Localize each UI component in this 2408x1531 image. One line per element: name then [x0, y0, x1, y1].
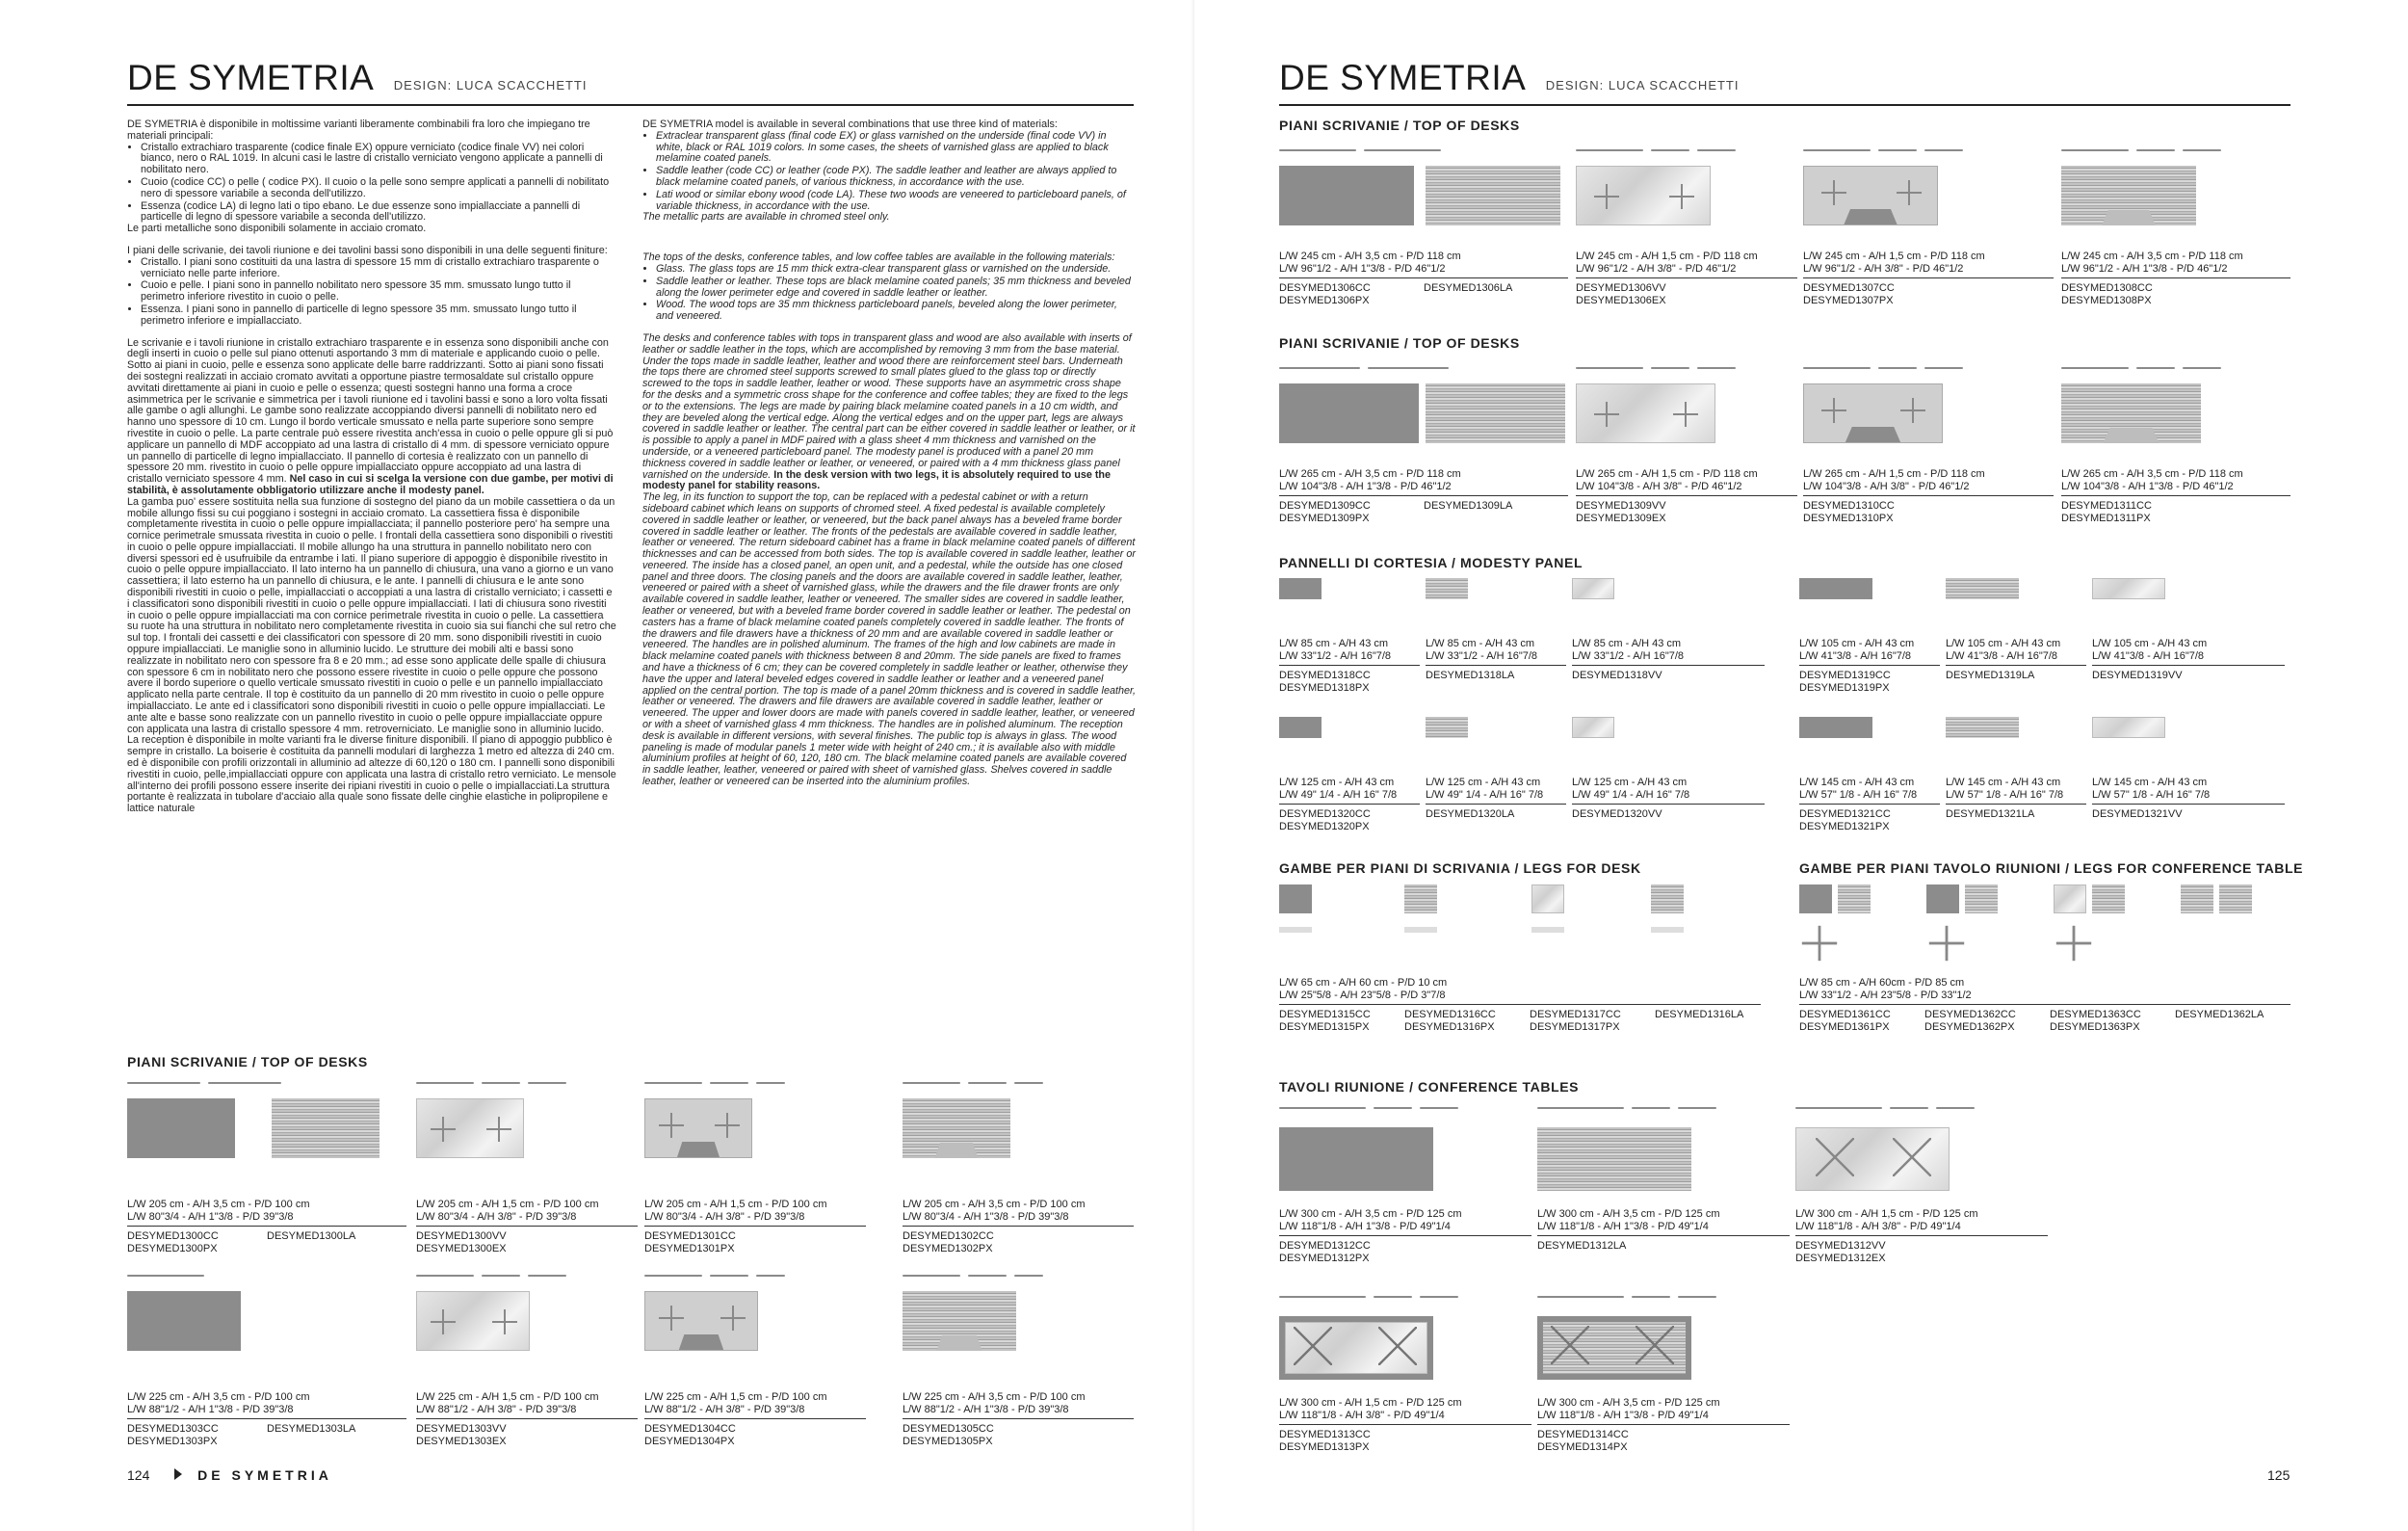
product-code: DESYMED1308CC	[2061, 282, 2153, 294]
spec-imperial: L/W 104"3/8 - A/H 1"3/8 - P/D 46"1/2	[1279, 480, 1452, 492]
product-image-insert	[644, 1098, 752, 1158]
spec-imperial: L/W 118"1/8 - A/H 3/8" - P/D 49"1/4	[1279, 1409, 1445, 1421]
section-title-legs-desk: GAMBE PER PIANI DI SCRIVANIA / LEGS FOR DESK	[1279, 860, 1641, 876]
english-text-column	[642, 119, 1136, 799]
spec-imperial: L/W 88"1/2 - A/H 1"3/8 - P/D 39"3/8	[903, 1403, 1069, 1415]
product-code: DESYMED1362CC	[1924, 1009, 2016, 1020]
list-item: • Cuoio e pelle. I piani sono in pannello nobilitato nero spessore 35 mm. smussato lungo tutto il perimetro inferiore rivestito in cuoio o pelle.	[141, 280, 616, 304]
product-image-wood-insert	[2061, 166, 2196, 225]
product-code: DESYMED1303PX	[127, 1435, 218, 1447]
product-code: DESYMED1306PX	[1279, 294, 1370, 306]
product-code: DESYMED1319LA	[1946, 670, 2035, 681]
panel-image	[1799, 717, 1872, 738]
product-code: DESYMED1303EX	[416, 1435, 507, 1447]
product-code: DESYMED1301PX	[644, 1242, 735, 1254]
leg-image	[1965, 884, 1998, 913]
product-code: DESYMED1309CC	[1279, 500, 1371, 512]
right-footer	[2267, 1467, 2290, 1483]
spec-metric: L/W 300 cm - A/H 3,5 cm - P/D 125 cm	[1537, 1397, 1720, 1409]
product-code: DESYMED1306EX	[1576, 294, 1666, 306]
list-item: • Cristallo. I piani sono costituiti da una lastra di spessore 15 mm di cristallo extrachiaro trasparente o verniciato nelle parte inferiore.	[141, 257, 616, 280]
product-code: DESYMED1361PX	[1799, 1020, 1890, 1033]
spec-metric: L/W 125 cm - A/H 43 cm	[1426, 777, 1541, 788]
spec-imperial: L/W 96"1/2 - A/H 1"3/8 - P/D 46"1/2	[1279, 262, 1446, 275]
spec-imperial: L/W 33"1/2 - A/H 23"5/8 - P/D 33"1/2	[1799, 989, 1972, 1001]
product-1309-glass	[1576, 362, 1797, 524]
panel-image	[1279, 717, 1322, 738]
modesty-panel	[1946, 717, 2086, 821]
product-image-wood	[1426, 166, 1560, 225]
leg-image	[1531, 884, 1564, 913]
product-1311	[2061, 362, 2290, 524]
panel-image	[1426, 717, 1468, 738]
product-image-glass	[1576, 383, 1715, 443]
it-tops-intro: I piani delle scrivanie, dei tavoli riunione e dei tavolini bassi sono disponibili in una delle seguenti finiture:	[127, 244, 608, 256]
spec-imperial: L/W 118"1/8 - A/H 3/8" - P/D 49"1/4	[1795, 1220, 1961, 1232]
spec-imperial: L/W 80"3/4 - A/H 1"3/8 - P/D 39"3/8	[127, 1210, 294, 1223]
product-code: DESYMED1313PX	[1279, 1440, 1370, 1453]
legs-for-desk	[1279, 884, 1761, 1033]
it-structure-text	[127, 338, 616, 497]
product-code: DESYMED1363CC	[2050, 1009, 2141, 1020]
en-intro: DE SYMETRIA model is available in several combinations that use three kind of materials:	[642, 119, 1058, 130]
product-code: DESYMED1307CC	[1803, 282, 1895, 294]
product-1300-glass	[416, 1077, 638, 1254]
product-code: DESYMED1306VV	[1576, 282, 1666, 294]
spec-metric: L/W 205 cm - A/H 3,5 cm - P/D 100 cm	[903, 1199, 1086, 1210]
spec-imperial: L/W 49" 1/4 - A/H 16" 7/8	[1279, 788, 1398, 801]
it-metal-note: Le parti metalliche sono disponibili solamente in acciaio cromato.	[127, 223, 427, 235]
designer-credit: DESIGN: LUCA SCACCHETTI	[1545, 78, 1740, 92]
spec-imperial: L/W 57" 1/8 - A/H 16" 7/8	[2092, 788, 2211, 801]
product-1301	[644, 1077, 866, 1254]
spec-imperial: L/W 96"1/2 - A/H 1"3/8 - P/D 46"1/2	[2061, 262, 2228, 275]
product-code: DESYMED1320CC	[1279, 808, 1371, 820]
panel-image	[2092, 717, 2165, 738]
spec-imperial: L/W 33"1/2 - A/H 16"7/8	[1572, 649, 1685, 662]
it-intro: DE SYMETRIA è disponibile in moltissime varianti liberamente combinabili fra loro che impiegano tre materiali principali:	[127, 119, 590, 142]
product-1306-glass	[1576, 145, 1797, 306]
arrow-right-icon	[174, 1468, 182, 1480]
modesty-panel	[1946, 578, 2086, 682]
product-1306	[1279, 145, 1568, 306]
product-image-wood	[1426, 383, 1565, 443]
product-code: DESYMED1300LA	[267, 1230, 356, 1242]
list-item: • Saddle leather or leather. These tops are black melamine coated panels; 35 mm thickness and beveled along the lower perimeter edge and covered in saddle leather or leather.	[656, 277, 1136, 300]
leg-image	[2092, 884, 2125, 913]
panel-image	[1799, 578, 1872, 599]
spec-imperial: L/W 118"1/8 - A/H 1"3/8 - P/D 49"1/4	[1279, 1220, 1451, 1232]
brand-title: DE SYMETRIA	[1279, 58, 1527, 97]
spec-metric: L/W 225 cm - A/H 3,5 cm - P/D 100 cm	[127, 1391, 310, 1403]
spec-imperial: L/W 41"3/8 - A/H 16"7/8	[2092, 649, 2205, 662]
spec-imperial: L/W 88"1/2 - A/H 1"3/8 - P/D 39"3/8	[127, 1403, 294, 1415]
spec-imperial: L/W 104"3/8 - A/H 1"3/8 - P/D 46"1/2	[2061, 480, 2234, 492]
product-code: DESYMED1363PX	[2050, 1020, 2140, 1033]
product-1305	[903, 1270, 1134, 1447]
spec-imperial: L/W 49" 1/4 - A/H 16" 7/8	[1572, 788, 1690, 801]
en-tops-list	[656, 264, 1136, 323]
product-code: DESYMED1311PX	[2061, 512, 2151, 524]
spec-metric: L/W 85 cm - A/H 43 cm	[1572, 638, 1682, 649]
spec-metric: L/W 245 cm - A/H 3,5 cm - P/D 118 cm	[1279, 251, 1461, 262]
product-image-insert	[1803, 166, 1938, 225]
modesty-panel	[2092, 578, 2285, 682]
product-code: DESYMED1300VV	[416, 1230, 507, 1242]
spec-imperial: L/W 41"3/8 - A/H 16"7/8	[1799, 649, 1912, 662]
product-code: DESYMED1314PX	[1537, 1440, 1628, 1453]
product-code: DESYMED1311CC	[2061, 500, 2152, 512]
spec-metric: L/W 245 cm - A/H 1,5 cm - P/D 118 cm	[1576, 251, 1758, 262]
spec-imperial: L/W 88"1/2 - A/H 3/8" - P/D 39"3/8	[644, 1403, 805, 1415]
conference-table	[1279, 1102, 1531, 1264]
leg-image	[1404, 884, 1437, 913]
product-code: DESYMED1321PX	[1799, 820, 1890, 832]
spec-imperial: L/W 80"3/4 - A/H 3/8" - P/D 39"3/8	[416, 1210, 577, 1223]
spec-metric: L/W 300 cm - A/H 1,5 cm - P/D 125 cm	[1795, 1208, 1978, 1220]
product-code: DESYMED1320PX	[1279, 820, 1370, 832]
panel-image	[1426, 578, 1468, 599]
spec-metric: L/W 125 cm - A/H 43 cm	[1572, 777, 1688, 788]
product-code: DESYMED1312PX	[1279, 1252, 1370, 1264]
spec-imperial: L/W 88"1/2 - A/H 3/8" - P/D 39"3/8	[416, 1403, 577, 1415]
product-code: DESYMED1314CC	[1537, 1429, 1629, 1440]
product-1300	[127, 1077, 406, 1254]
spec-metric: L/W 265 cm - A/H 1,5 cm - P/D 118 cm	[1803, 468, 1985, 480]
spec-metric: L/W 145 cm - A/H 43 cm	[1946, 777, 2061, 788]
product-code: DESYMED1361CC	[1799, 1009, 1891, 1020]
product-code: DESYMED1319VV	[2092, 670, 2183, 681]
spec-imperial: L/W 104"3/8 - A/H 3/8" - P/D 46"1/2	[1803, 480, 1970, 492]
conference-table	[1795, 1102, 2048, 1264]
right-page	[1194, 0, 2408, 1531]
product-code: DESYMED1321CC	[1799, 808, 1891, 820]
section-title-desks-245: PIANI SCRIVANIE / TOP OF DESKS	[1279, 118, 1520, 133]
modesty-panel	[2092, 717, 2285, 821]
product-image-wood-insert	[2061, 383, 2201, 443]
left-page	[0, 0, 1194, 1531]
product-code: DESYMED1319CC	[1799, 670, 1891, 681]
en-metal-note: The metallic parts are available in chromed steel only.	[642, 211, 890, 224]
spec-imperial: L/W 25"5/8 - A/H 23"5/8 - P/D 3"7/8	[1279, 989, 1446, 1001]
product-code: DESYMED1312CC	[1279, 1240, 1371, 1252]
product-image-leather	[127, 1098, 235, 1158]
en-materials-list	[656, 131, 1136, 213]
spec-metric: L/W 225 cm - A/H 1,5 cm - P/D 100 cm	[644, 1391, 827, 1403]
conference-table	[1537, 1102, 1790, 1253]
italian-text-column	[127, 119, 616, 826]
leg-image	[2181, 884, 2213, 913]
table-image	[1279, 1316, 1433, 1380]
product-code: DESYMED1319PX	[1799, 681, 1890, 694]
spec-metric: L/W 65 cm - A/H 60 cm - P/D 10 cm	[1279, 977, 1448, 989]
spec-imperial: L/W 49" 1/4 - A/H 16" 7/8	[1426, 788, 1544, 801]
panel-image	[1946, 717, 2019, 738]
leg-image	[1651, 884, 1684, 913]
spec-metric: L/W 225 cm - A/H 3,5 cm - P/D 100 cm	[903, 1391, 1086, 1403]
product-code: DESYMED1317PX	[1530, 1020, 1620, 1033]
product-code: DESYMED1362PX	[1924, 1020, 2015, 1033]
product-image-insert	[644, 1291, 758, 1351]
product-code: DESYMED1315CC	[1279, 1009, 1371, 1020]
product-code: DESYMED1305PX	[903, 1435, 993, 1447]
leg-image	[1838, 884, 1871, 913]
footer-brand: DE SYMETRIA	[197, 1467, 332, 1483]
en-furniture-text: The leg, in its function to support the top, can be replaced with a pedestal cabinet or with a return sideboard cabinet which leans on supports of chromed steel. A fixed pedestal is available completely covered in saddle leather or leather, or veneered, but the back panel always has a beveled frame border covered in saddle leather or leather. The fronts of the pedestals are available covered in saddle leather, leather or veneered. The return sideboard cabinet has a frame in black melamine coated panels of different thicknesses and can be accessed from both sides. The top is available covered in saddle leather, leather or veneered. The inside has a closed panel, an open unit, and a pedestal, while the outside has one closed panel and three doors. The closing panels and the doors are available covered in saddle leather, leather, veneered or paired with a sheet of varnished glass, while the drawers and the file drawer fronts are only available covered in saddle leather, leather or veneered. The smaller sides are covered in saddle leather, leather or veneered, but with a beveled frame border covered in saddle leather or leather. The pedestal on casters has a frame of black melamine coated panels completely covered in saddle leather. The fronts of the drawers and file drawers have a thickness of 20 mm and are available covered in saddle leather or veneered. The handles are in polished aluminum. The frames of the high and low cabinets are made in black melamine coated panels with thickness between 8 and 20mm. The side panels are fixed to frames and have a thickness of 6 cm; they can be covered completely in saddle leather or leather, otherwise they have the upper and lateral beveled edges covered in saddle leather or leather and a veneered panel applied on the central portion. The top is made of a panel 20mm thickness and is covered in saddle leather, leather or veneered. The drawers and file drawers are available covered in saddle leather, leather or veneered. The upper and lower doors are made with panels covered in saddle leather, leather, or veneered or with a sheet of varnished glass 4 mm thickness. The handles are in polished aluminum. The reception desk is available in different versions, with several finishes. The public top is always in glass. The wood paneling is made of modular panels 1 meter wide with height of 240 cm.; it is available also with middle aluminium profiles at height of 60, 120, 180 cm. The black melamine coated panels are available covered in saddle leather, leather, veneered or paired with sheet of varnished glass. Shelves covered in saddle leather, leather or veneered can be inserted into the aluminium profiles.	[642, 491, 1136, 788]
product-code: DESYMED1316LA	[1655, 1009, 1744, 1020]
product-code: DESYMED1312LA	[1537, 1240, 1627, 1252]
product-code: DESYMED1300EX	[416, 1242, 507, 1254]
section-title-desks-265: PIANI SCRIVANIE / TOP OF DESKS	[1279, 335, 1520, 351]
spec-metric: L/W 125 cm - A/H 43 cm	[1279, 777, 1395, 788]
product-image-leather	[127, 1291, 241, 1351]
conference-table	[1279, 1291, 1531, 1453]
right-header	[1279, 58, 2290, 106]
spec-metric: L/W 300 cm - A/H 3,5 cm - P/D 125 cm	[1537, 1208, 1720, 1220]
leg-image	[1279, 884, 1312, 913]
it-furniture-text: La gamba puo' essere sostituita nella sua funzione di sostegno del piano da un mobile cassettiera o da un mobile allungo fissi su cui poggiano i sostegni in acciaio cromato. La cassettiera fissa è disponibile completamente rivestita in cuoio o pelle oppure impiallacciata; il pannello posteriore pero' ha sempre una cornice perimetrale smussata rivestita in cuoio o pelle. I frontali della cassettiera sono disponibili o rivestiti in cuoio o pelle oppure impiallacciati. Il mobile allungo ha una struttura in pannello nobilitato nero con diversi spessori ed è usufruibile da entrambe i lati. Il piano superiore di appoggio è disponibile rivestito in cuoio o pelle oppure impiallacciato. Il lato interno ha un pannello di chiusura, una vano a giorno e un vano cassettiera; il lato esterno ha un pannello di chiusura, e le ante. I pannelli di chiusura e le ante sono disponibili rivestiti in cuoio o pelle, impiallacciati o accoppiati a una lastra di cristallo verniciato; i cassetti e i classificatori sono disponibili rivestiti in cuoio o pelle oppure impiallacciati. I lati di chiusura sono rivestiti in cuoio o pelle oppure impiallacciati ma con cornice perimetrale rivestita in cuoio o pelle. La cassettiera su ruote ha una struttura in nobilitato nero completamente rivestita in cuoio sia sui fianchi che sul retro che sul top. I frontali dei cassetti e dei classificatori con spessore di 20 mm. sono disponibili rivestiti in cuoio oppure impiallacciati. Le maniglie sono in alluminio lucido. Le strutture dei mobili alti e bassi sono realizzate in nobilitato nero con spessore fra 8 e 20 mm.; ad esse sono applicate delle spalle di chiusura con spessore 6 cm in nobilitato nero che possono essere rivestite in cuoio o pelle oppure che possono avere il bordo superiore o quello verticale smussato rivestiti in cuoio o pelle e un pannello impiallacciato applicato nella parte centrale. Il top è costituito da un pannello di 20 mm rivestito in cuoio o pelle oppure impiallacciato. Le ante ed i classificatori sono disponibili rivestiti in cuoio o pelle oppure impiallacciati. Le ante alte e basse sono realizzate con un pannello rivestito in cuoio o pelle oppure impiallacciate oppure con applicata una lastra di cristallo spessore 4 mm. retroverniciato. Le maniglie sono in alluminio lucido. La reception è disponibile in molte varianti fra le diverse finiture disponibili. Il piano di appoggio pubblico è sempre in cristallo. La boiserie è costituita da pannelli modulari di larghezza 1 metro ed altezza di 240 cm. ed è disponibile con profili orizzontali in alluminio ad altezze di 60,120 o 180 cm. I pannelli sono disponibili rivestiti in cuoio, pelle,impiallacciati oppure con applicata una lastra di cristallo retro verniciato. Le mensole all'interno dei profili possono essere inserite dei ripiani rivestiti in cuoio o pelle o impiallacciati.La struttura portante è realizzata in tubolare d'acciaio alla quale sono fissate delle cinghie elastiche in polipropilene e lattice naturale	[127, 495, 616, 815]
designer-credit: DESIGN: LUCA SCACCHETTI	[393, 78, 588, 92]
list-item: • Extraclear transparent glass (final code EX) or glass varnished on the underside (final code VV) in white, black or RAL 1019 colors. In some cases, the sheets of varnished glass are applied to black melamine coated panels.	[656, 131, 1136, 165]
product-image-wood	[272, 1098, 380, 1158]
spec-metric: L/W 85 cm - A/H 43 cm	[1426, 638, 1535, 649]
spec-metric: L/W 105 cm - A/H 43 cm	[1946, 638, 2061, 649]
legs-for-conference	[1799, 884, 2290, 1033]
panel-image	[1946, 578, 2019, 599]
product-1302	[903, 1077, 1134, 1254]
en-stability-warning: In the desk version with two legs, it is absolutely required to use the modesty panel for stability reasons.	[642, 468, 1112, 492]
spec-metric: L/W 245 cm - A/H 1,5 cm - P/D 118 cm	[1803, 251, 1985, 262]
product-code: DESYMED1309EX	[1576, 512, 1666, 524]
product-code: DESYMED1302PX	[903, 1242, 993, 1254]
product-code: DESYMED1312VV	[1795, 1240, 1886, 1252]
product-1307	[1803, 145, 2054, 306]
leg-image	[2219, 884, 2252, 913]
modesty-panel	[1426, 578, 1566, 682]
product-code: DESYMED1312EX	[1795, 1252, 1886, 1264]
product-image-glass	[416, 1098, 524, 1158]
conference-table	[1537, 1291, 1790, 1453]
section-title-legs-conference: GAMBE PER PIANI TAVOLO RIUNIONI / LEGS FOR CONFERENCE TABLE	[1799, 860, 2304, 876]
panel-image	[1572, 578, 1614, 599]
spec-imperial: L/W 57" 1/8 - A/H 16" 7/8	[1946, 788, 2064, 801]
product-code: DESYMED1309LA	[1424, 500, 1513, 512]
left-header	[127, 58, 1134, 106]
product-image-wood-insert	[903, 1291, 1016, 1351]
spec-imperial: L/W 96"1/2 - A/H 3/8" - P/D 46"1/2	[1576, 262, 1737, 275]
spec-imperial: L/W 118"1/8 - A/H 1"3/8 - P/D 49"1/4	[1537, 1409, 1709, 1421]
spec-imperial: L/W 80"3/4 - A/H 3/8" - P/D 39"3/8	[644, 1210, 805, 1223]
product-code: DESYMED1316PX	[1404, 1020, 1495, 1033]
spec-imperial: L/W 41"3/8 - A/H 16"7/8	[1946, 649, 2058, 662]
product-code: DESYMED1318LA	[1426, 670, 1515, 681]
left-footer	[127, 1467, 332, 1483]
product-code: DESYMED1320LA	[1426, 808, 1515, 820]
modesty-panel	[1572, 578, 1765, 682]
product-code: DESYMED1306LA	[1424, 282, 1513, 294]
spec-metric: L/W 265 cm - A/H 3,5 cm - P/D 118 cm	[1279, 468, 1461, 480]
product-code: DESYMED1301CC	[644, 1230, 736, 1242]
en-tops-intro: The tops of the desks, conference tables, and low coffee tables are available in the following materials:	[642, 251, 1115, 264]
product-1309	[1279, 362, 1568, 524]
product-code: DESYMED1316CC	[1404, 1009, 1496, 1020]
product-code: DESYMED1310CC	[1803, 500, 1895, 512]
leg-image	[2054, 884, 2086, 913]
spec-metric: L/W 300 cm - A/H 1,5 cm - P/D 125 cm	[1279, 1397, 1462, 1409]
product-1308	[2061, 145, 2290, 306]
table-image	[1279, 1127, 1433, 1191]
product-code: DESYMED1300PX	[127, 1242, 218, 1254]
modesty-panel	[1799, 717, 1940, 832]
modesty-panel	[1279, 717, 1420, 832]
it-stability-warning: Nel caso in cui si scelga la versione con due gambe, per motivi di stabilità, è assolutamente obbligatorio utilizzare anche il modesty panel.	[127, 473, 614, 496]
product-code: DESYMED1317CC	[1530, 1009, 1621, 1020]
table-image	[1795, 1127, 1950, 1191]
product-code: DESYMED1308PX	[2061, 294, 2152, 306]
product-code: DESYMED1303LA	[267, 1423, 356, 1435]
section-title-desks: PIANI SCRIVANIE / TOP OF DESKS	[127, 1054, 368, 1069]
modesty-panel	[1572, 717, 1765, 821]
list-item: • Saddle leather (code CC) or leather (code PX). The saddle leather and leather are always applied to black melamine coated panels, of various thickness, in accordance with the use.	[656, 166, 1136, 189]
spec-imperial: L/W 118"1/8 - A/H 1"3/8 - P/D 49"1/4	[1537, 1220, 1709, 1232]
product-code: DESYMED1306CC	[1279, 282, 1371, 294]
product-code: DESYMED1321VV	[2092, 808, 2183, 820]
product-image-leather	[1279, 166, 1414, 225]
list-item: • Cuoio (codice CC) o pelle ( codice PX). Il cuoio o la pelle sono sempre applicati a pannelli di nobilitato nero di spessore variabile a seconda dell'utilizzo.	[141, 177, 616, 200]
product-code: DESYMED1304CC	[644, 1423, 736, 1435]
spec-metric: L/W 105 cm - A/H 43 cm	[2092, 638, 2208, 649]
product-code: DESYMED1304PX	[644, 1435, 735, 1447]
section-title-modesty: PANNELLI DI CORTESIA / MODESTY PANEL	[1279, 555, 1584, 570]
leg-image	[1926, 884, 1959, 913]
spec-metric: L/W 265 cm - A/H 3,5 cm - P/D 118 cm	[2061, 468, 2243, 480]
spec-imperial: L/W 57" 1/8 - A/H 16" 7/8	[1799, 788, 1918, 801]
product-code: DESYMED1318CC	[1279, 670, 1371, 681]
product-code: DESYMED1300CC	[127, 1230, 219, 1242]
modesty-panel	[1279, 578, 1420, 694]
modesty-panel	[1799, 578, 1940, 694]
spec-metric: L/W 205 cm - A/H 1,5 cm - P/D 100 cm	[416, 1199, 599, 1210]
spec-metric: L/W 205 cm - A/H 3,5 cm - P/D 100 cm	[127, 1199, 310, 1210]
product-1303	[127, 1270, 406, 1447]
spec-metric: L/W 225 cm - A/H 1,5 cm - P/D 100 cm	[416, 1391, 599, 1403]
product-1304	[644, 1270, 866, 1447]
spec-metric: L/W 85 cm - A/H 43 cm	[1279, 638, 1389, 649]
product-code: DESYMED1320VV	[1572, 808, 1662, 820]
en-structure-body: The desks and conference tables with tops in transparent glass and wood are also available with inserts of leather or saddle leather in the tops, which are accomplished by removing 3 mm from the base material. Under the tops made in saddle leather, leather and wood there are reinforcement steel bars. Underneath the tops there are chromed steel supports screwed to small plates glued to the glass top or directly screwed to the tops in saddle leather, leather or wood. These supports have an asymmetric cross shape for the desks and a symmetric cross shape for the conference and coffee tables; they are fixed to the legs or to the extensions. The legs are made by pairing black melamine coated panels in a 10 cm width, and they are beveled along the vertical edge. Along the vertical edges and on the upper part, legs are always covered in saddle leather or leather. The central part can be either covered in saddle leather or leather, or it is possible to apply a panel in MDF paired with a glass sheet 4 mm thickness and varnished on the underside, or a veneered particleboard panel. The modesty panel is produced with a panel 20 mm thickness covered in saddle leather or leather, or veneered, or paired with a 4 mm thickness glass panel varnished on the underside.	[642, 331, 1136, 481]
list-item: • Essenza (codice LA) di legno lati o tipo ebano. Le due essenze sono impiallacciate a pannelli di particelle di legno di spessore variabile a seconda dell'utilizzo.	[141, 201, 616, 224]
product-1310	[1803, 362, 2054, 524]
list-item: • Glass. The glass tops are 15 mm thick extra-clear transparent glass or varnished on the underside.	[656, 264, 1136, 276]
spec-imperial: L/W 96"1/2 - A/H 3/8" - P/D 46"1/2	[1803, 262, 1964, 275]
modesty-panel	[1426, 717, 1566, 821]
leg-image	[1799, 884, 1832, 913]
product-code: DESYMED1302CC	[903, 1230, 994, 1242]
spec-imperial: L/W 33"1/2 - A/H 16"7/8	[1279, 649, 1392, 662]
product-image-glass	[1576, 166, 1711, 225]
spec-metric: L/W 145 cm - A/H 43 cm	[2092, 777, 2208, 788]
product-code: DESYMED1318VV	[1572, 670, 1662, 681]
product-code: DESYMED1362LA	[2175, 1009, 2264, 1020]
product-1303-glass	[416, 1270, 638, 1447]
product-code: DESYMED1303CC	[127, 1423, 219, 1435]
page-number: 125	[2267, 1467, 2290, 1483]
list-item: • Lati wood or similar ebony wood (code LA). These two woods are veneered to particleboard panels, of variable thickness, in accordance with the use.	[656, 190, 1136, 213]
panel-image	[1279, 578, 1322, 599]
product-image-wood-insert	[903, 1098, 1010, 1158]
spec-metric: L/W 145 cm - A/H 43 cm	[1799, 777, 1915, 788]
product-image-insert	[1803, 383, 1943, 443]
product-code: DESYMED1315PX	[1279, 1020, 1370, 1033]
spec-metric: L/W 205 cm - A/H 1,5 cm - P/D 100 cm	[644, 1199, 827, 1210]
list-item: • Wood. The wood tops are 35 mm thickness particleboard panels, beveled along the lower perimeter, and veneered.	[656, 300, 1136, 323]
product-code: DESYMED1321LA	[1946, 808, 2035, 820]
it-structure-body: Le scrivanie e i tavoli riunione in cristallo extrachiaro trasparente e in essenza sono disponibili anche con degli inserti in cuoio o pelle sul piano ottenuti asportando 3 mm di materiale e applicando cuoio o pelle. Sotto ai piani in cuoio, pelle e essenza sono applicate delle barre raddrizzanti. Sotto ai piani sono fissati dei sostegni realizzati in acciaio cromato avvitati a opportune piastre termosaldate sul cristallo oppure avvitati direttamente ai piani in cuoio e pelle o essenza; questi sostegni hanno una forma a croce asimmetrica per le scrivanie e simmetrica per i tavoli riunione ed i tavolini bassi e sono a loro volta fissati alle gambe o agli allunghi. Le gambe sono realizzate accoppiando diversi pannelli di nobilitato nero ed hanno uno spessore di 10 cm. Lungo il bordo verticale smussato e nella parte superiore sono sempre rivestite in cuoio o pelle. La parte centrale può essere rivestita anch'essa in cuoio o pelle oppure gli si può applicare un pannello di MDF accoppiato ad una lastra di cristallo di 4 mm. di spessore verniciato oppure un pannello di particelle di legno impiallacciato. Il pannello di cortesia è realizzato con un pannello di spessore 20 mm. rivestito in cuoio o pelle oppure impiallacciato oppure accoppiato ad una lastra di cristallo verniciato spessore 4 mm.	[127, 336, 614, 486]
spec-metric: L/W 245 cm - A/H 3,5 cm - P/D 118 cm	[2061, 251, 2243, 262]
product-code: DESYMED1307PX	[1803, 294, 1894, 306]
page-number: 124	[127, 1467, 150, 1483]
table-image	[1537, 1127, 1691, 1191]
it-tops-list	[141, 257, 616, 328]
spec-metric: L/W 265 cm - A/H 1,5 cm - P/D 118 cm	[1576, 468, 1758, 480]
spec-metric: L/W 85 cm - A/H 60cm - P/D 85 cm	[1799, 977, 1965, 989]
spec-metric: L/W 105 cm - A/H 43 cm	[1799, 638, 1915, 649]
product-image-leather	[1279, 383, 1419, 443]
list-item: • Cristallo extrachiaro trasparente (codice finale EX) oppure verniciato (codice finale VV) nei colori bianco, nero o RAL 1019. In alcuni casi le lastre di cristallo verniciato vengono applicate a pannelli di nobilitato nero.	[141, 143, 616, 176]
panel-image	[2092, 578, 2165, 599]
spec-imperial: L/W 33"1/2 - A/H 16"7/8	[1426, 649, 1538, 662]
brand-title: DE SYMETRIA	[127, 58, 375, 97]
product-image-glass	[416, 1291, 530, 1351]
section-title-conference: TAVOLI RIUNIONE / CONFERENCE TABLES	[1279, 1079, 1580, 1095]
product-code: DESYMED1318PX	[1279, 681, 1370, 694]
table-image	[1537, 1316, 1691, 1380]
product-code: DESYMED1303VV	[416, 1423, 507, 1435]
product-code: DESYMED1305CC	[903, 1423, 994, 1435]
product-code: DESYMED1309VV	[1576, 500, 1666, 512]
product-code: DESYMED1309PX	[1279, 512, 1370, 524]
list-item: • Essenza. I piani sono in pannello di particelle di legno spessore 35 mm. smussato lungo tutto il perimetro inferiore e impiallacciato.	[141, 304, 616, 328]
spec-metric: L/W 300 cm - A/H 3,5 cm - P/D 125 cm	[1279, 1208, 1462, 1220]
spec-imperial: L/W 104"3/8 - A/H 3/8" - P/D 46"1/2	[1576, 480, 1742, 492]
product-code: DESYMED1313CC	[1279, 1429, 1371, 1440]
en-structure-text	[642, 333, 1136, 492]
panel-image	[1572, 717, 1614, 738]
spec-imperial: L/W 80"3/4 - A/H 1"3/8 - P/D 39"3/8	[903, 1210, 1069, 1223]
product-code: DESYMED1310PX	[1803, 512, 1894, 524]
it-materials-list	[141, 143, 616, 224]
